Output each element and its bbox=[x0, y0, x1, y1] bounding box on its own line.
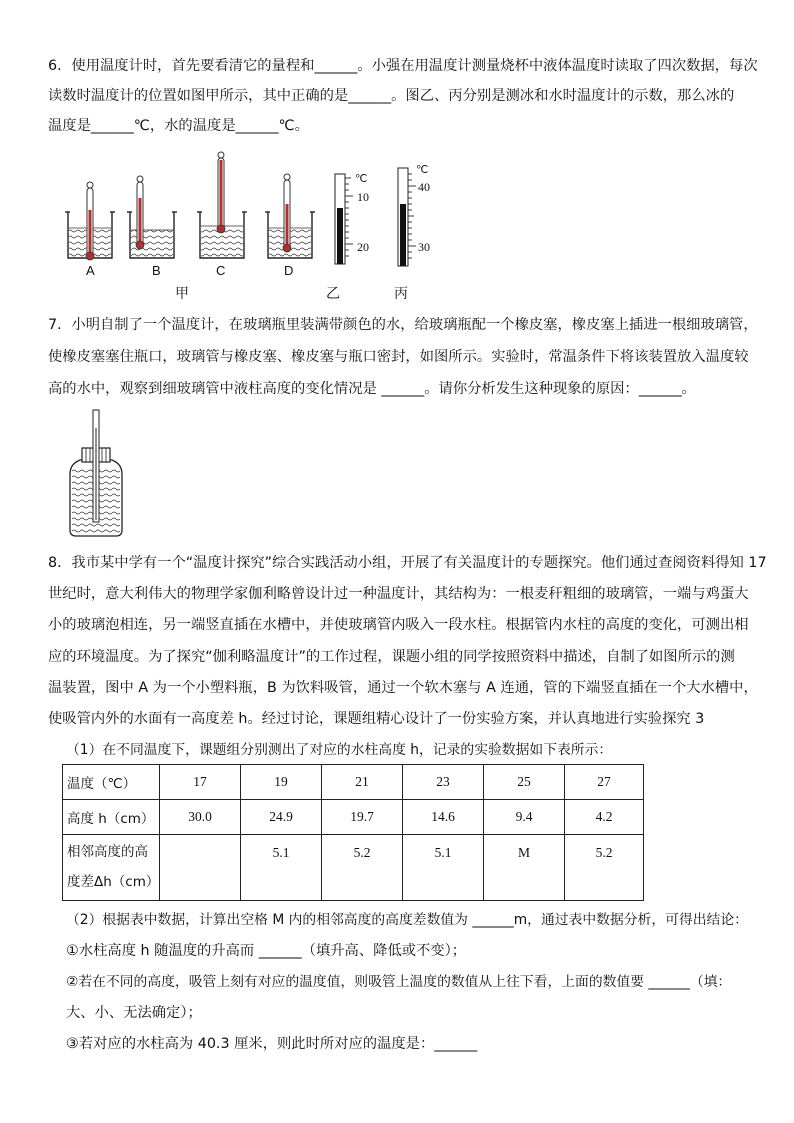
beaker-label-b: B bbox=[152, 263, 161, 278]
temp-cell: 23 bbox=[403, 765, 484, 800]
bing-tick-40: 40 bbox=[418, 180, 430, 194]
temp-cell: 27 bbox=[565, 765, 644, 800]
diff-cell: 5.1 bbox=[241, 835, 322, 901]
q6-line-3: 温度是______℃，水的温度是______℃。 bbox=[48, 118, 309, 134]
q8-line-4: 应的环境温度。为了探究“伽利略温度计”的工作过程，课题小组的同学按照资料中描述，自制了如图所示的测 bbox=[48, 649, 735, 665]
diff-cell: 5.2 bbox=[322, 835, 403, 901]
beaker-d bbox=[265, 174, 315, 258]
row-label-difference bbox=[63, 835, 160, 901]
q8-item3: ③若对应的水柱高为 40.3 厘米，则此时所对应的温度是：______ bbox=[66, 1036, 478, 1052]
beaker-a bbox=[65, 182, 115, 260]
diff-cell: 5.2 bbox=[565, 835, 644, 901]
q8-item1: ①水柱高度 h 随温度的升高而 ______（填升高、降低或不变）； bbox=[66, 943, 467, 959]
yi-unit: ℃ bbox=[355, 173, 368, 185]
beaker-b bbox=[127, 176, 177, 258]
q8-line-6: 使吸管内外的水面有一高度差 h。经过讨论，课题组精心设计了一份实验方案，并认真地进行实验探究 3 bbox=[48, 711, 705, 727]
temp-cell: 21 bbox=[322, 765, 403, 800]
q8-item2-line1: ②若在不同的高度，吸管上刻有对应的温度值，则吸管上温度的数值从上往下看，上面的数值要 ______（填： bbox=[66, 974, 732, 990]
q8-sub2: （2）根据表中数据，计算出空格 M 内的相邻高度的高度差数值为 ______m，通过表中数据分析，可得出结论： bbox=[66, 912, 748, 928]
beaker-c bbox=[197, 152, 247, 258]
height-cell: 30.0 bbox=[160, 800, 241, 835]
q8-item2-line2: 大、小、无法确定）； bbox=[66, 1005, 202, 1021]
q7-line-2: 使橡皮塞塞住瓶口，玻璃管与橡皮塞、橡皮塞与瓶口密封，如图所示。实验时，常温条件下将该装置放入温度较 bbox=[48, 349, 749, 365]
temp-cell: 19 bbox=[241, 765, 322, 800]
figure-label-bing: 丙 bbox=[394, 285, 408, 301]
diff-cell: 5.1 bbox=[403, 835, 484, 901]
q7-line-1: 7．小明自制了一个温度计，在玻璃瓶里装满带颜色的水，给玻璃瓶配一个橡皮塞，橡皮塞上插进一根细玻璃管， bbox=[48, 317, 758, 333]
height-cell: 24.9 bbox=[241, 800, 322, 835]
temp-cell: 17 bbox=[160, 765, 241, 800]
beaker-label-c: C bbox=[216, 263, 226, 278]
height-cell: 19.7 bbox=[322, 800, 403, 835]
table-row-temperature bbox=[63, 765, 644, 800]
q6-line-1: 6．使用温度计时，首先要看清它的量程和______。小强在用温度计测量烧杯中液体温度时读取了四次数据，每次 bbox=[48, 58, 758, 74]
figure-bottle-thermometer bbox=[64, 408, 128, 540]
beaker-label-d: D bbox=[284, 263, 294, 278]
q8-line-3: 小的玻璃泡相连，另一端竖直插在水槽中，并使玻璃管内吸入一段水柱。根据管内水柱的高度的变化，可测出相 bbox=[48, 617, 749, 633]
row-label-difference-line1: 相邻高度的高 bbox=[67, 844, 148, 860]
data-table bbox=[62, 764, 644, 901]
temp-cell: 25 bbox=[484, 765, 565, 800]
q8-line-1: 8．我市某中学有一个“温度计探究”综合实践活动小组，开展了有关温度计的专题探究。他们通过查阅资料得知 17 bbox=[48, 555, 767, 571]
row-label-temperature: 温度（℃） bbox=[63, 765, 160, 800]
bing-unit: ℃ bbox=[416, 164, 429, 176]
q8-sub1: （1）在不同温度下，课题组分别测出了对应的水柱高度 h，记录的实验数据如下表所示： bbox=[66, 742, 613, 758]
q7-line-3: 高的水中，观察到细玻璃管中液柱高度的变化情况是 ______。请你分析发生这种现象的原因：______。 bbox=[48, 381, 696, 397]
row-label-difference-line2: 度差Δh（cm） bbox=[67, 874, 160, 890]
diff-cell bbox=[160, 835, 241, 901]
height-cell: 4.2 bbox=[565, 800, 644, 835]
yi-tick-10: 10 bbox=[357, 190, 369, 204]
table-row-difference bbox=[63, 835, 644, 901]
bing-tick-30: 30 bbox=[418, 240, 430, 254]
diff-cell-m: M bbox=[484, 835, 565, 901]
figure-label-jia: 甲 bbox=[175, 285, 189, 301]
q8-line-2: 世纪时，意大利伟大的物理学家伽利略曾设计过一种温度计，其结构为：一根麦秆粗细的玻璃管，一端与鸡蛋大 bbox=[48, 586, 749, 602]
row-label-height: 高度 h（cm） bbox=[63, 800, 160, 835]
height-cell: 14.6 bbox=[403, 800, 484, 835]
height-cell: 9.4 bbox=[484, 800, 565, 835]
figure-jia-beakers bbox=[60, 150, 330, 262]
figure-label-yi: 乙 bbox=[326, 285, 340, 301]
yi-tick-20: 20 bbox=[357, 240, 369, 254]
table-row-height bbox=[63, 800, 644, 835]
beaker-label-a: A bbox=[86, 263, 95, 278]
q6-line-2: 读数时温度计的位置如图甲所示，其中正确的是______。图乙、丙分别是测冰和水时温度计的示数，那么冰的 bbox=[48, 88, 735, 104]
figure-bing-thermometer bbox=[388, 164, 438, 268]
q8-line-5: 温装置，图中 A 为一个小塑料瓶，B 为饮料吸管，通过一个软木塞与 A 连通，管的下端竖直插在一个大水槽中， bbox=[48, 680, 758, 696]
